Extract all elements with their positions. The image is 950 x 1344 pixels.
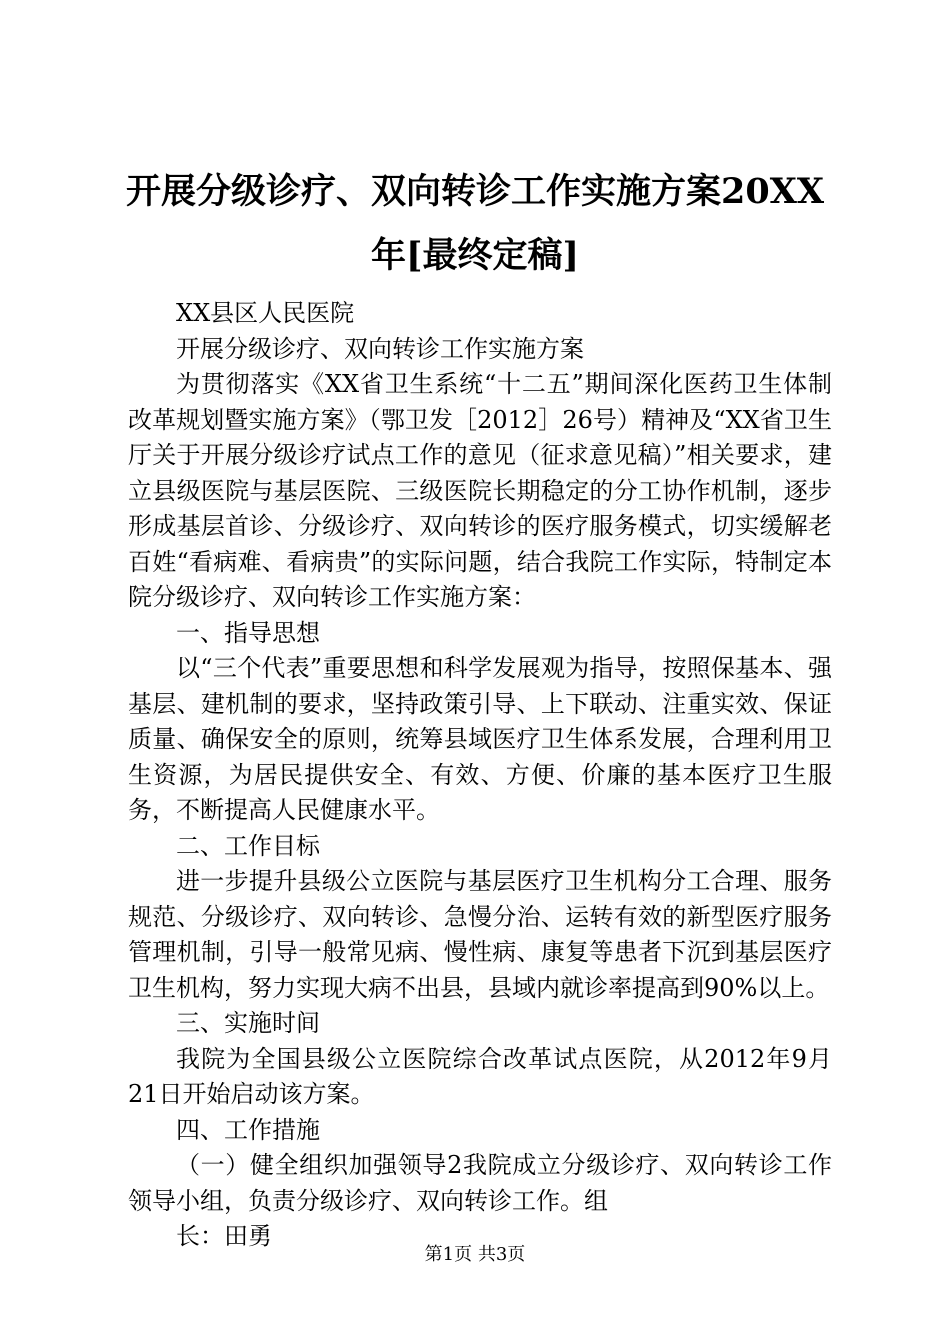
section-heading-implementation-time: 三、实施时间	[176, 1009, 320, 1037]
section-heading-guiding-ideology: 一、指导思想	[176, 618, 320, 647]
paragraph-team-leader: 长：田勇	[176, 1222, 272, 1250]
page-footer: 第1页 共3页	[424, 1244, 526, 1265]
document-title: 开展分级诊疗、双向转诊工作实施方案20XX年[最终定稿]	[125, 171, 825, 276]
paragraph-intro: 为贯彻落实《XX省卫生系统“十二五”期间深化医药卫生体制改革规划暨实施方案》（鄂卫发［2012］26号）精神及“XX省卫生厅关于开展分级诊疗试点工作的意见（征求意见稿）”相关要求，建立县级医院与基层医院、三级医院长期稳定的分工协作机制，逐步形成基层首诊、分级诊疗、双向转诊的医疗服务模式，切实缓解老百姓“看病难、看病贵”的实际问题，结合我院工作实际，特制定本院分级诊疗、双向转诊工作实施方案：	[128, 370, 832, 611]
paragraph-hospital-name: XX县区人民医院	[176, 299, 355, 327]
section-heading-work-goals: 二、工作目标	[176, 831, 320, 860]
paragraph-work-measures-1: （一）健全组织加强领导2我院成立分级诊疗、双向转诊工作领导小组，负责分级诊疗、双向转诊工作。组	[128, 1151, 832, 1215]
document-body	[128, 296, 832, 1255]
paragraph-guiding-ideology: 以“三个代表”重要思想和科学发展观为指导，按照保基本、强基层、建机制的要求，坚持政策引导、上下联动、注重实效、保证质量、确保安全的原则，统筹县域医疗卫生体系发展，合理利用卫生资源，为居民提供安全、有效、方便、价廉的基本医疗卫生服务，不断提高人民健康水平。	[128, 654, 832, 824]
paragraph-implementation-time: 我院为全国县级公立医院综合改革试点医院，从2012年9月21日开始启动该方案。	[128, 1044, 832, 1108]
section-heading-work-measures: 四、工作措施	[176, 1115, 320, 1144]
paragraph-plan-name: 开展分级诊疗、双向转诊工作实施方案	[176, 334, 584, 363]
paragraph-work-goals: 进一步提升县级公立医院与基层医疗卫生机构分工合理、服务规范、分级诊疗、双向转诊、急慢分治、运转有效的新型医疗服务管理机制，引导一般常见病、慢性病、康复等患者下沉到基层医疗卫生机构，努力实现大病不出县，县域内就诊率提高到90%以上。	[128, 867, 832, 1002]
